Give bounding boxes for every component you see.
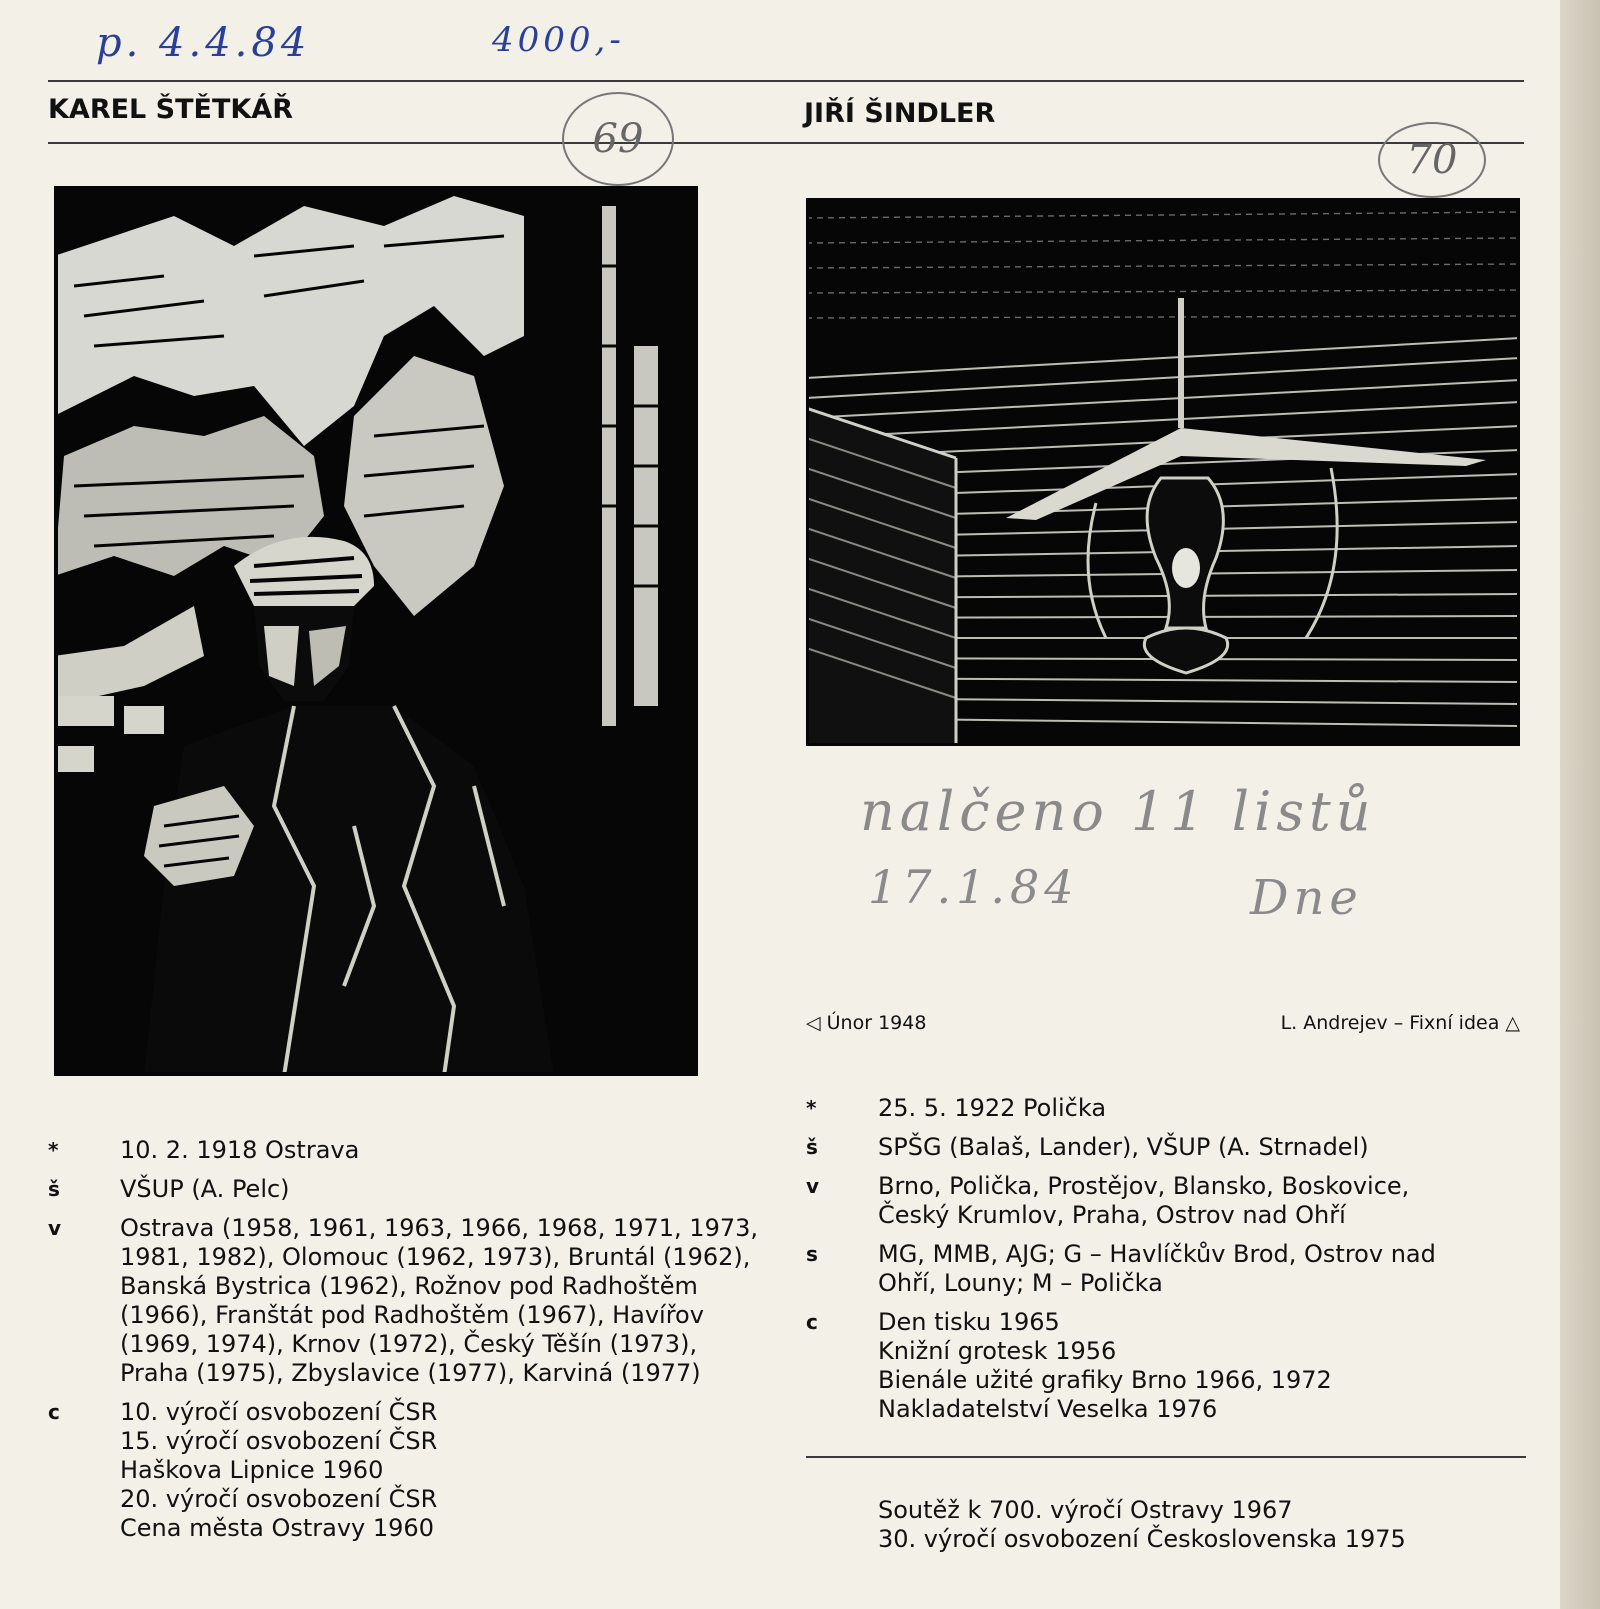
bio-entry	[806, 1133, 1526, 1162]
bio-line: (1969, 1974), Krnov (1972), Český Těšín (1973),	[120, 1330, 698, 1358]
pencil-note-sheets: nalčeno 11 listů	[860, 780, 1376, 843]
bio-line: Banská Bystrica (1962), Rožnov pod Radhoštěm	[120, 1272, 698, 1300]
bio-entry	[48, 1136, 788, 1165]
bio-line: 10. výročí osvobození ČSR	[120, 1398, 438, 1426]
bio-entry	[48, 1398, 788, 1543]
bio-entry-key: š	[806, 1135, 818, 1159]
bio-entry	[806, 1308, 1526, 1424]
bio-line: Cena města Ostravy 1960	[120, 1514, 434, 1542]
bio-gap	[806, 1123, 1526, 1133]
bio-entry	[48, 1175, 788, 1204]
bio-entry-value	[120, 1398, 788, 1543]
bio-entry	[806, 1172, 1526, 1230]
page-edge	[1560, 0, 1600, 1609]
biography-right	[806, 1094, 1526, 1424]
biography-left	[48, 1136, 788, 1543]
footnote-rule	[806, 1456, 1526, 1458]
bio-entry-value	[120, 1214, 788, 1388]
bio-entry-key: c	[806, 1310, 818, 1334]
bio-entry-value	[878, 1240, 1526, 1298]
bio-line: Brno, Polička, Prostějov, Blansko, Boskovice,	[878, 1172, 1410, 1200]
bio-entry	[48, 1214, 788, 1388]
footnote-line: Soutěž k 700. výročí Ostravy 1967	[878, 1496, 1293, 1524]
caption-left-work: ◁ Únor 1948	[806, 1012, 927, 1034]
bio-line: Český Krumlov, Praha, Ostrov nad Ohří	[878, 1201, 1346, 1229]
inventory-number-right: 70	[1378, 122, 1486, 198]
footnote-right	[878, 1496, 1518, 1554]
bio-line: VŠUP (A. Pelc)	[120, 1175, 290, 1203]
bio-line: 15. výročí osvobození ČSR	[120, 1427, 438, 1455]
bio-gap	[48, 1204, 788, 1214]
bio-line: Nakladatelství Veselka 1976	[878, 1395, 1218, 1423]
artist-name-right: JIŘÍ ŠINDLER	[804, 98, 996, 129]
bio-gap	[48, 1165, 788, 1175]
caption-right-work: L. Andrejev – Fixní idea △	[1280, 1012, 1520, 1034]
top-rule	[48, 80, 1524, 82]
bio-entry	[806, 1094, 1526, 1123]
bio-line: Den tisku 1965	[878, 1308, 1060, 1336]
bio-gap	[806, 1230, 1526, 1240]
bio-line: 20. výročí osvobození ČSR	[120, 1485, 438, 1513]
artist-name-left: KAREL ŠTĚTKÁŘ	[48, 94, 293, 125]
bio-entry-value	[120, 1136, 788, 1165]
bio-line: (1966), Franštát pod Radhoštěm (1967), Havířov	[120, 1301, 704, 1329]
bio-entry-value	[878, 1308, 1526, 1424]
bio-entry-key: v	[806, 1174, 820, 1198]
bio-line: 10. 2. 1918 Ostrava	[120, 1136, 360, 1164]
bio-entry-key: c	[48, 1400, 60, 1424]
bio-entry-value	[878, 1172, 1526, 1230]
bio-entry	[806, 1240, 1526, 1298]
linocut-worker-image	[54, 186, 698, 1076]
engraving-lamp-image	[806, 198, 1520, 746]
bio-entry-value	[878, 1094, 1526, 1123]
bio-entry-value	[120, 1175, 788, 1204]
bio-entry-key: s	[806, 1242, 818, 1266]
bio-gap	[806, 1298, 1526, 1308]
handwritten-date-note: p. 4.4.84	[96, 20, 311, 66]
artwork-right	[806, 198, 1520, 746]
bio-entry-key: *	[48, 1138, 59, 1162]
pencil-note-date: 17.1.84	[868, 860, 1079, 914]
bio-line: 1981, 1982), Olomouc (1962, 1973), Bruntál (1962),	[120, 1243, 751, 1271]
bio-entry-key: š	[48, 1177, 60, 1201]
bio-line: MG, MMB, AJG; G – Havlíčkův Brod, Ostrov nad	[878, 1240, 1436, 1268]
bio-line: Bienále užité grafiky Brno 1966, 1972	[878, 1366, 1332, 1394]
bio-line: Knižní grotesk 1956	[878, 1337, 1117, 1365]
handwritten-price-note: 4000,-	[492, 20, 625, 60]
bio-line: SPŠG (Balaš, Lander), VŠUP (A. Strnadel)	[878, 1133, 1369, 1161]
pencil-signature: Dne	[1250, 870, 1363, 926]
bio-line: Praha (1975), Zbyslavice (1977), Karviná (1977)	[120, 1359, 701, 1387]
bio-line: 25. 5. 1922 Polička	[878, 1094, 1107, 1122]
bio-line: Ostrava (1958, 1961, 1963, 1966, 1968, 1971, 1973,	[120, 1214, 759, 1242]
bio-entry-key: *	[806, 1096, 817, 1120]
bio-entry-key: v	[48, 1216, 62, 1240]
bio-gap	[806, 1162, 1526, 1172]
bio-line: Ohří, Louny; M – Polička	[878, 1269, 1163, 1297]
bio-gap	[48, 1388, 788, 1398]
bio-entry-value	[878, 1133, 1526, 1162]
inventory-number-left: 69	[562, 92, 674, 186]
footnote-line: 30. výročí osvobození Československa 1975	[878, 1525, 1406, 1553]
artwork-left	[54, 186, 698, 1076]
header-rule	[48, 142, 1524, 144]
bio-line: Haškova Lipnice 1960	[120, 1456, 384, 1484]
